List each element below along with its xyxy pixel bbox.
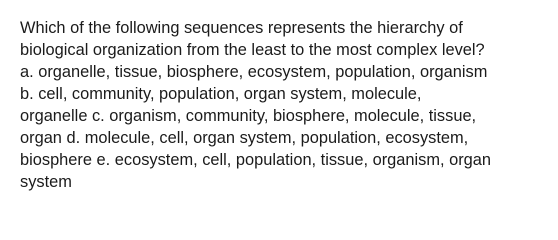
question-text: Which of the following sequences represents the hierarchy of biological organization from the least to the most complex level? a. organelle, tissue, biosphere, ecosystem, population, organism b. cell, community, population, organ system, molecule, organelle c. organism, community, biosphere, molecule, tissue, organ d. molecule, cell, organ system, population, ecosystem, biosphere e. ecosystem, cell, population, tissue, organism, organ system bbox=[20, 19, 492, 191]
